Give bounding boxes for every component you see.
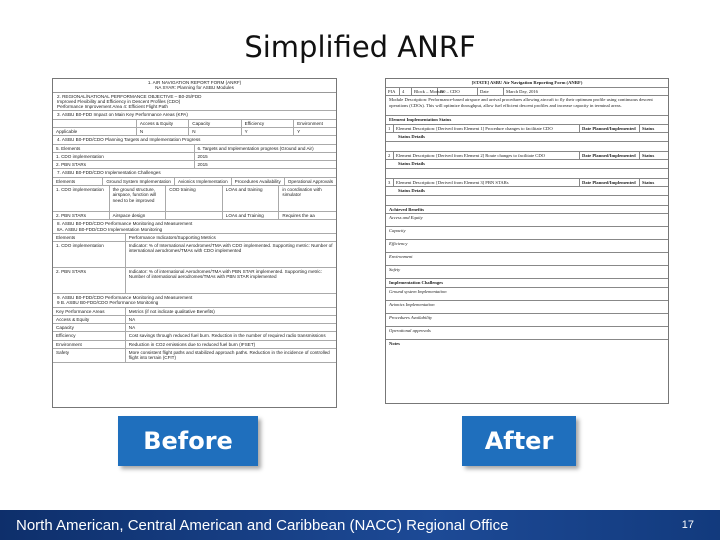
challenges-row: 1. CDO implementation the ground structure, airspace, function will need to be improved COD training LOAs and training in coordination with simulator bbox=[53, 186, 336, 212]
indicators-header-row: Elements Performance Indicators/Supporting Metrics bbox=[53, 234, 336, 242]
challenge-row: Procedures Availability bbox=[386, 314, 668, 327]
form-top-row: PIA 4 Block – Module B0 – CDO Date March Day, 2016 bbox=[386, 88, 668, 97]
form-row: 7. ASBU B0-FDD/CDO Implementation Challenges bbox=[53, 169, 336, 177]
form-header: 1. AIR NAVIGATION REPORT FORM (ANRF) NA SYAR: Planning for ASBU Modules bbox=[53, 79, 336, 93]
benefits-header-row: Key Performance Areas Metrics (if not indicate qualitative Benefits) bbox=[53, 308, 336, 316]
blank-row bbox=[386, 142, 668, 152]
footer-text: North American, Central American and Caribbean (NACC) Regional Office bbox=[16, 516, 509, 534]
element-row: 3 Element Description: [Derived from Element 3] PBN STARs Date Planned/Implemented Status bbox=[386, 179, 668, 188]
benefits-row: Access & Equity NA bbox=[53, 316, 336, 324]
form-row: 8. ASBU B0-FDD/CDO Performance Monitoring and Measurement 8A. ASBU B0-FDD/CDO Implementation Monitoring bbox=[53, 220, 336, 234]
benefits-row: Environment Reduction in CO2 emissions due to reduced fuel burn (IFSET) bbox=[53, 341, 336, 349]
before-form-image bbox=[52, 78, 337, 408]
blank-row bbox=[386, 169, 668, 179]
section-header: Implementation Challenges bbox=[386, 279, 668, 288]
challenge-row: Avionics Implementation bbox=[386, 301, 668, 314]
benefits-row: Safety More consistent flight paths and stabilized approach paths. Reduction in the incidence of controlled flight into terrain (CFIT) bbox=[53, 349, 336, 363]
page-number: 17 bbox=[681, 519, 694, 531]
kpa-values-row: Applicable N N Y Y bbox=[53, 128, 336, 136]
element-row: 1 Element Description: [Derived from Element 1] Procedure changes to facilitate CDO Date Planned/Implemented Status bbox=[386, 125, 668, 134]
form-row: 9. ASBU B0-FDD/CDO Performance Monitoring and Measurement 9 B. ASBU B0-FDD/CDO Performance Monitoring bbox=[53, 294, 336, 308]
element-row: 2 Element Description: [Derived from Element 2] Route changes to facilitate CDO Date Planned/Implemented Status bbox=[386, 152, 668, 161]
notes-row: Notes bbox=[389, 340, 400, 346]
benefit-row: Environment bbox=[386, 253, 668, 266]
elements-row: 2. PBN STARs 2015 bbox=[53, 161, 336, 169]
benefit-row: Capacity bbox=[386, 227, 668, 240]
after-label: After bbox=[462, 416, 576, 466]
form-row: 3. ASBU B0-FDD Impact on Main Key Performance Areas (KPA) bbox=[53, 111, 336, 119]
benefit-row: Efficiency bbox=[386, 240, 668, 253]
form-row: 2. REGIONAL/NATIONAL PERFORMANCE OBJECTIVE – B0-25/FDD Improved Flexibility and Efficiency in Descent Profiles (CDO) Performance Improvement Area 4: Efficient Flight Path bbox=[53, 93, 336, 112]
status-details: Status Details bbox=[386, 133, 668, 142]
after-form-image bbox=[385, 78, 669, 404]
module-description: Module Description: Performance-based airspace and arrival procedures allowing aircraft to fly their optimum profile using continuous descent operations (CDOs). This will optimize throughput, allow fuel efficient descent profiles and increase capacity in terminal areas. bbox=[386, 96, 668, 116]
benefits-row: Efficiency Cost savings through reduced fuel burn. Reduction in the number of required radio transmissions bbox=[53, 332, 336, 340]
challenges-row: 2. PBN STARs Airspace design LOAs and Training Requires the aa bbox=[53, 212, 336, 220]
benefits-row: Capacity NA bbox=[53, 324, 336, 332]
elements-row: 1. CDO implementation 2015 bbox=[53, 153, 336, 161]
form-header: [STATE] ASBU Air Navigation Reporting Form (ANRF) bbox=[386, 79, 668, 88]
challenges-header-row: Elements Ground System Implementation Avionics Implementation Procedures Availability Operational Approvals bbox=[53, 178, 336, 186]
section-header: Element Implementation Status bbox=[386, 116, 668, 125]
indicators-row: 2. PBN STARs Indicator: % of international Aerodromes/TMA with PBN STAR implemented. Supporting metric: Number of international aerodromes/TMAs with PBN STAR implemented bbox=[53, 268, 336, 294]
challenge-row: Ground system Implementation bbox=[386, 288, 668, 301]
challenge-row: Operational approvals bbox=[386, 327, 668, 340]
benefit-row: Safety bbox=[386, 266, 668, 279]
indicators-row: 1. CDO implementation Indicator: % of International Aerodromes/TMA with CDO implemented. Supporting metric: Number of international aerodromes/TMAs with CDO implemented bbox=[53, 242, 336, 268]
status-details: Status Details bbox=[386, 187, 668, 196]
form-row: 4. ASBU B0-FDD/CDO Planning Targets and Implementation Progress bbox=[53, 136, 336, 144]
kpa-header-row: Access & Equity Capacity Efficiency Environment bbox=[53, 120, 336, 128]
benefit-row: Access and Equity bbox=[386, 214, 668, 227]
section-header: Achieved Benefits bbox=[386, 206, 668, 215]
blank-row bbox=[386, 196, 668, 206]
slide-title: Simplified ANRF bbox=[244, 30, 476, 64]
elements-header-row: 5. Elements 6. Targets and Implementation progress (Ground and Air) bbox=[53, 145, 336, 153]
footer-bar bbox=[0, 510, 720, 540]
status-details: Status Details bbox=[386, 160, 668, 169]
before-label: Before bbox=[118, 416, 258, 466]
